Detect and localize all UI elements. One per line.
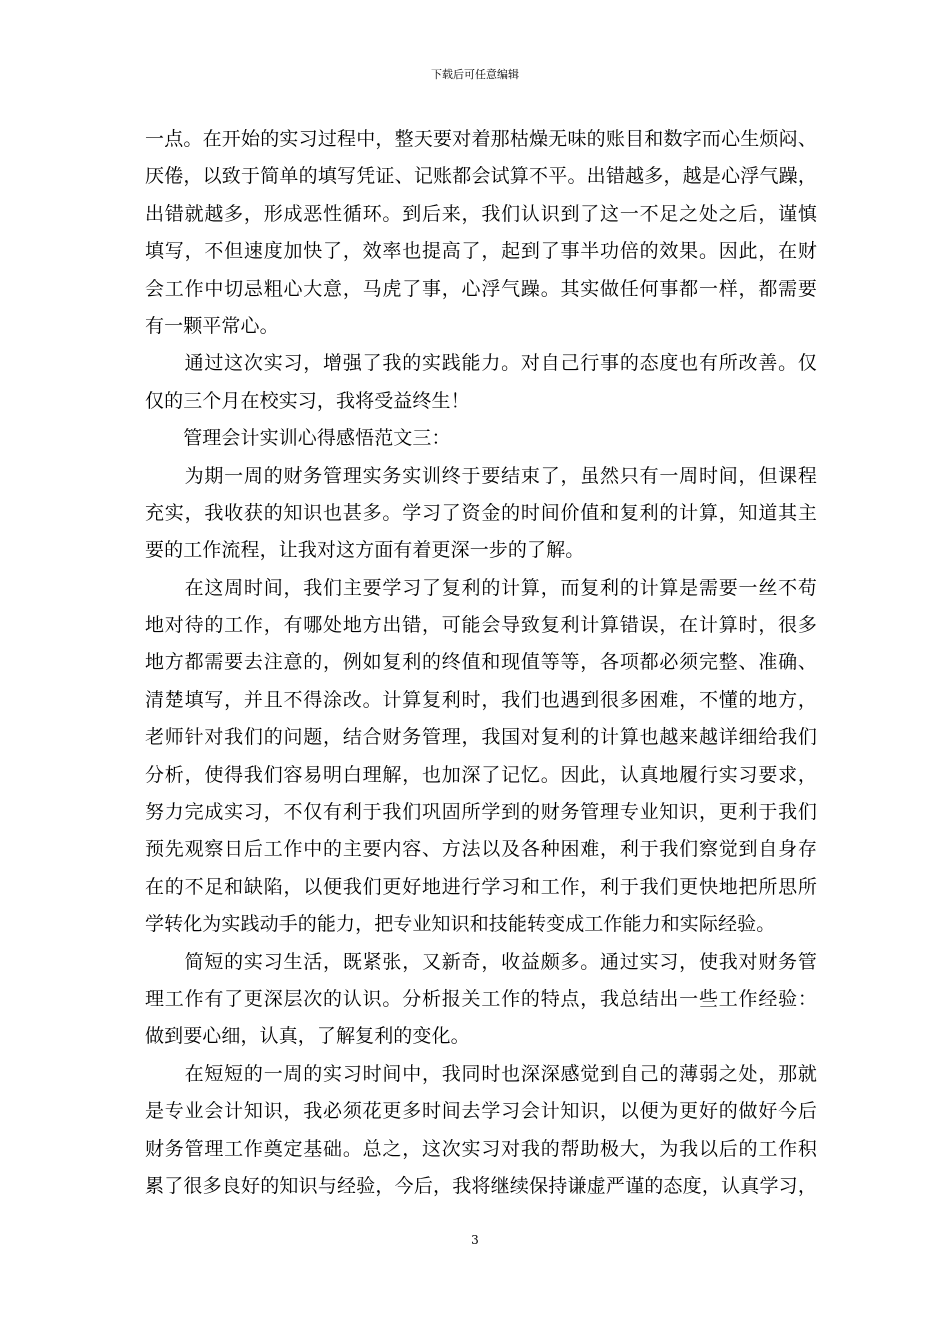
text-line: 清楚填写，并且不得涂改。计算复利时，我们也遇到很多困难，不懂的地方， xyxy=(145,688,817,711)
text-line: 出错就越多，形成恶性循环。到后来，我们认识到了这一不足之处之后，谨慎 xyxy=(145,202,817,225)
text-line: 财务管理工作奠定基础。总之，这次实习对我的帮助极大，为我以后的工作积 xyxy=(145,1137,817,1160)
header-note: 下载后可任意编辑 xyxy=(431,68,519,81)
text-line: 简短的实习生活，既紧张，又新奇，收益颇多。通过实习，使我对财务管 xyxy=(145,950,817,973)
text-line: 分析，使得我们容易明白理解，也加深了记忆。因此，认真地履行实习要求， xyxy=(145,763,817,786)
text-line: 预先观察日后工作中的主要内容、方法以及各种困难，利于我们察觉到自身存 xyxy=(145,838,817,861)
section-heading: 管理会计实训心得感悟范文三： xyxy=(145,427,451,450)
page-number: 3 xyxy=(471,1233,479,1247)
text-line: 会工作中切忌粗心大意，马虎了事，心浮气躁。其实做任何事都一样，都需要 xyxy=(145,277,817,300)
body-text xyxy=(145,121,817,1205)
text-line: 做到要心细，认真，了解复利的变化。 xyxy=(145,1025,470,1048)
text-line: 厌倦，以致于简单的填写凭证、记账都会试算不平。出错越多，越是心浮气躁， xyxy=(145,165,817,188)
text-line: 仅的三个月在校实习，我将受益终生！ xyxy=(145,389,470,412)
text-line: 要的工作流程，让我对这方面有着更深一步的了解。 xyxy=(145,539,585,562)
text-line: 地方都需要去注意的，例如复利的终值和现值等等，各项都必须完整、准确、 xyxy=(145,651,817,674)
text-line: 老师针对我们的问题，结合财务管理，我国对复利的计算也越来越详细给我们 xyxy=(145,726,817,749)
text-line: 充实，我收获的知识也甚多。学习了资金的时间价值和复利的计算，知道其主 xyxy=(145,501,817,524)
text-line: 理工作有了更深层次的认识。分析报关工作的特点，我总结出一些工作经验： xyxy=(145,987,817,1010)
text-line: 一点。在开始的实习过程中，整天要对着那枯燥无味的账目和数字而心生烦闷、 xyxy=(145,128,817,150)
text-line: 在短短的一周的实习时间中，我同时也深深感觉到自己的薄弱之处，那就 xyxy=(145,1062,817,1085)
text-line: 为期一周的财务管理实务实训终于要结束了，虽然只有一周时间，但课程 xyxy=(145,464,817,487)
text-line: 在的不足和缺陷，以便我们更好地进行学习和工作，利于我们更快地把所思所 xyxy=(145,875,817,898)
text-line: 学转化为实践动手的能力，把专业知识和技能转变成工作能力和实际经验。 xyxy=(145,913,776,936)
text-line: 有一颗平常心。 xyxy=(145,314,279,337)
text-line: 地对待的工作，有哪处地方出错，可能会导致复利计算错误，在计算时，很多 xyxy=(145,614,817,637)
text-line: 通过这次实习，增强了我的实践能力。对自己行事的态度也有所改善。仅 xyxy=(145,352,817,375)
text-line: 在这周时间，我们主要学习了复利的计算，而复利的计算是需要一丝不苟 xyxy=(145,576,817,599)
text-line: 努力完成实习，不仅有利于我们巩固所学到的财务管理专业知识，更利于我们 xyxy=(145,801,817,824)
text-line: 累了很多良好的知识与经验，今后，我将继续保持谦虚严谨的态度，认真学习， xyxy=(145,1174,817,1197)
text-line: 填写，不但速度加快了，效率也提高了，起到了事半功倍的效果。因此，在财 xyxy=(145,240,817,263)
text-line: 是专业会计知识，我必须花更多时间去学习会计知识，以便为更好的做好今后 xyxy=(145,1100,817,1123)
